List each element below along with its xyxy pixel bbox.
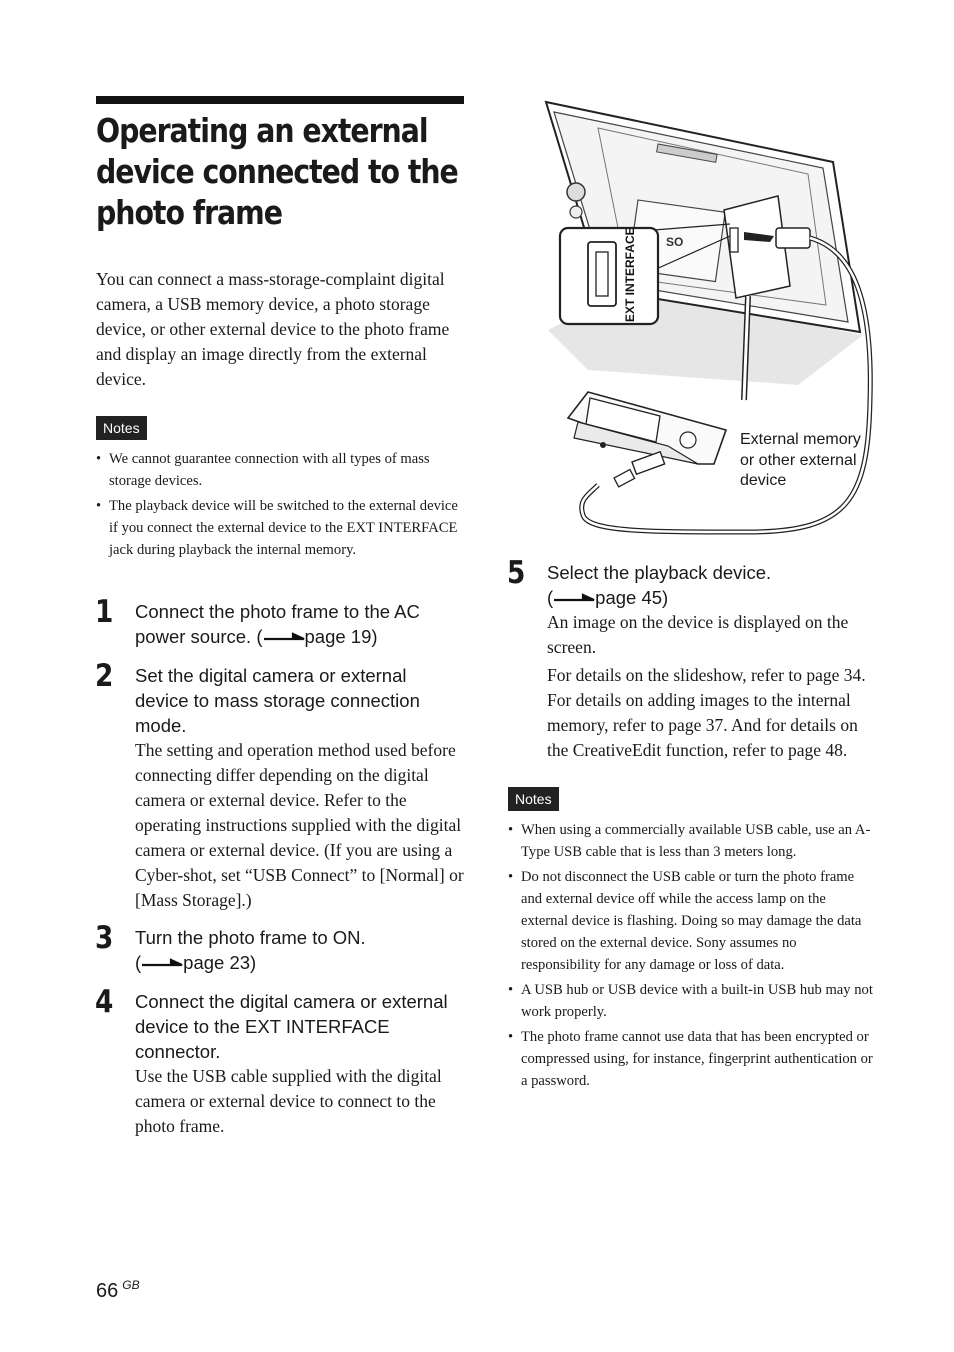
camera-usb-plug [632,452,665,474]
title-line-2: device connected to the [96,152,458,191]
step-heading: Connect the digital camera or external device to the EXT INTERFACE connector. [135,991,448,1062]
step-paragraph: For details on the slideshow, refer to page 34. For details on adding images to the internal memory, refer to page 37. And for details on the CreativeEdit function, refer to page 48. [547,665,866,760]
page-ref-arrow-icon [263,631,305,643]
left-column [96,96,464,1139]
title-line-3: photo frame [96,193,282,232]
title-rule [96,96,464,104]
step-number: 5 [507,555,526,591]
step-heading: Turn the photo frame to ON. ( page 23) [135,927,366,973]
step-paragraph: The setting and operation method used before connecting differ depending on the digital camera or external device. Refer to the operating instructions supplied with the digital camera or external device. (If you are using a Cyber-shot, set “USB Connect” to [Normal] or [Mass Storage].) [135,740,464,910]
camera-dial-icon [680,432,696,448]
dial-icon [567,183,585,201]
usb-plug [776,228,810,248]
page-footer [96,1278,140,1303]
page-ref-link[interactable]: page 45) [595,587,669,608]
button-icon [570,206,582,218]
step-paragraph: Use the USB cable supplied with the digital camera or external device to connect to the photo frame. [135,1066,442,1136]
note-item: • The playback device will be switched to the external device if you connect the external device to the EXT INTERFACE jack during playback the internal memory. [96,495,464,561]
notes-list [508,819,874,1092]
note-item: • The photo frame cannot use data that has been encrypted or compressed using, for instance, fingerprint authentication or a password. [508,1026,874,1092]
notes-left [96,416,464,561]
page-ref-arrow-icon [553,592,595,604]
page-ref-link[interactable]: page 23) [183,952,257,973]
usb-port [730,228,738,252]
step-body [547,610,874,763]
step-4 [95,984,464,1139]
page-title [96,110,466,233]
step-heading-text: Connect the photo frame to the AC power source. ( [135,601,420,647]
step-heading-text: Select the playback device. [547,562,772,583]
step-number: 1 [95,594,114,630]
step-body [135,738,464,913]
note-item: • A USB hub or USB device with a built-in USB hub may not work properly. [508,979,874,1023]
step-heading: Select the playback device. ( page 45) [547,562,772,608]
note-item: • Do not disconnect the USB cable or turn the photo frame and external device off while the access lamp on the external device is flashing. Doing so may damage the data stored on the external device. Sony assumes no responsibility for any damage or loss of data. [508,866,874,976]
step-number: 2 [95,658,114,694]
step-heading-text: Turn the photo frame to ON. [135,927,366,948]
step-paragraph: An image on the device is displayed on the screen. [547,612,849,657]
figure-caption: External memory or other external device [740,431,861,489]
step-body [135,1064,464,1139]
step-heading: Set the digital camera or external device to mass storage connection mode. [135,665,420,736]
page-number: 66 [96,1280,119,1302]
step-2 [95,658,464,913]
notes-label: Notes [508,787,559,811]
step-5 [507,555,874,763]
step-1 [95,594,464,649]
step-number: 3 [95,920,114,956]
notes-label: Notes [96,416,147,440]
step-heading [135,599,464,649]
page-ref-arrow-icon [141,957,183,969]
page-ref-link[interactable]: page 19) [304,626,378,647]
region-code: GB [122,1278,140,1292]
brand-text: SO [666,235,684,249]
note-item: • We cannot guarantee connection with all types of mass storage devices. [96,448,464,492]
connection-illustration [508,100,874,540]
right-column [508,100,874,1095]
notes-list [96,448,464,561]
notes-right [508,787,874,1092]
title-line-1: Operating an external [96,111,428,150]
intro-paragraph: You can connect a mass-storage-complaint digital camera, a USB memory device, a photo storage device, or other external device to the photo frame and display an image directly from the external device. [96,269,450,389]
step-3 [95,920,464,975]
ext-interface-label: EXT INTERFACE [623,227,637,322]
step-number: 4 [95,984,114,1020]
note-item: • When using a commercially available USB cable, use an A-Type USB cable that is less than 3 meters long. [508,819,874,863]
